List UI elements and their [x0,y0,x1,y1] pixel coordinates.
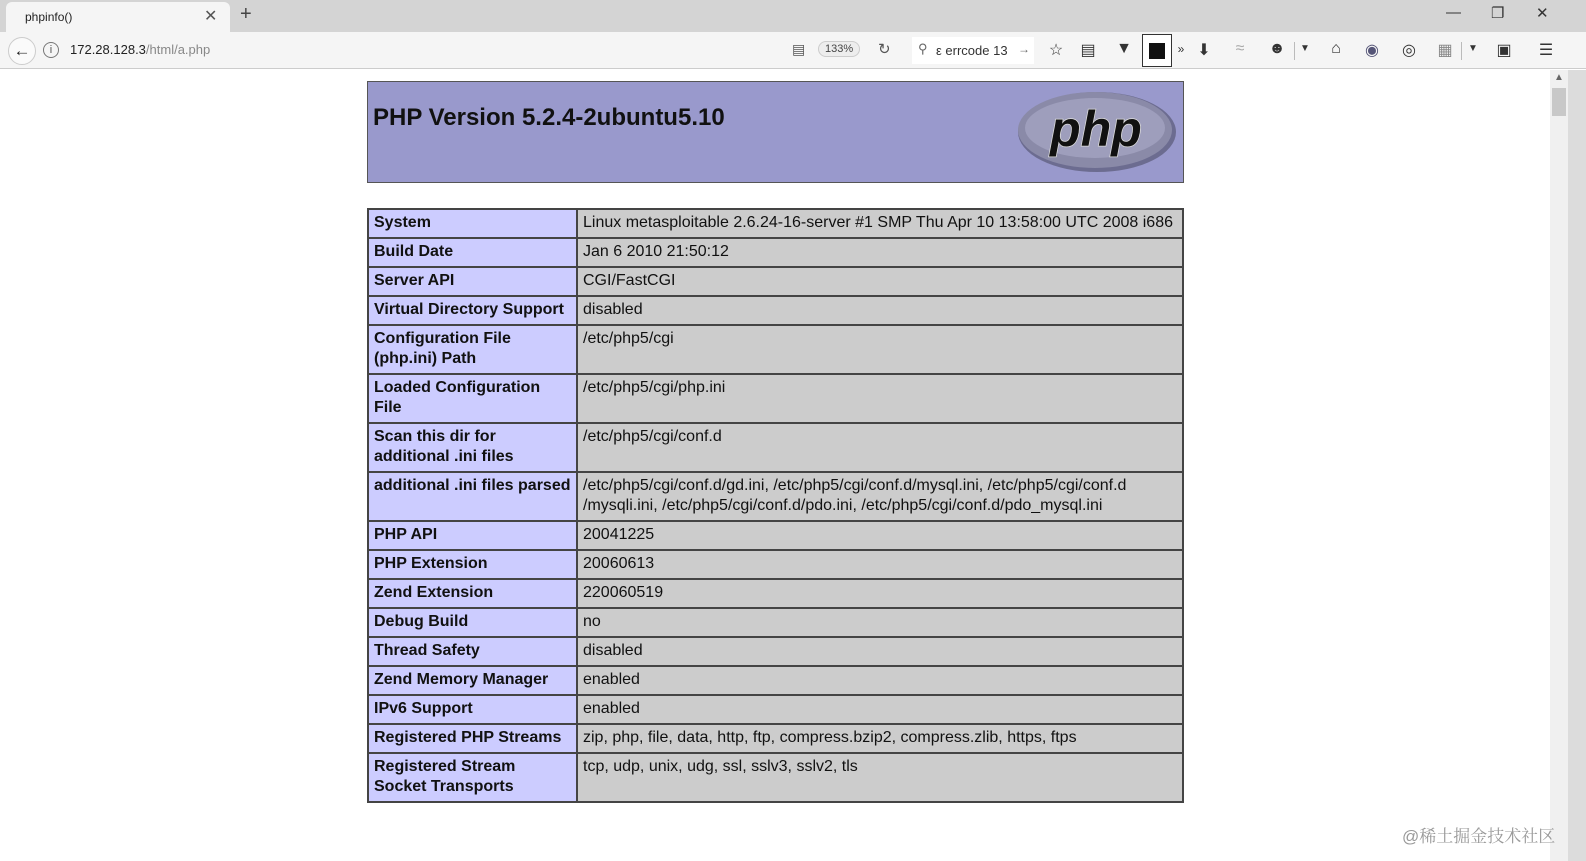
row-key: System [368,209,577,238]
table-row [368,423,1183,472]
row-value: disabled [577,637,1183,666]
url-path: /html/a.php [145,42,211,57]
dropdown-arrow-icon[interactable]: ▼ [1300,43,1310,54]
row-key: Zend Memory Manager [368,666,577,695]
cookie-icon[interactable]: ☻ [1268,40,1286,57]
watermark: @稀土掘金技术社区 [1402,827,1556,846]
zoom-level-button[interactable]: 133% [818,41,860,57]
row-value: /etc/php5/cgi/conf.d/gd.ini, /etc/php5/cgi/conf.d/mysql.ini, /etc/php5/cgi/conf.d /mysqli.ini, /etc/php5/cgi/conf.d/pdo.ini, /etc/php5/cgi/conf.d/pdo_mysql.ini [577,472,1183,521]
search-input[interactable] [912,37,1034,64]
search-go-icon[interactable]: → [1018,42,1030,56]
row-key: Registered PHP Streams [368,724,577,753]
reload-icon[interactable]: ↻ [878,41,891,58]
table-row [368,666,1183,695]
tab-bar [0,0,1586,32]
row-key: Zend Extension [368,579,577,608]
row-value: 20041225 [577,521,1183,550]
row-key: Scan this dir for additional .ini files [368,423,577,472]
row-key: Loaded Configuration File [368,374,577,423]
row-key: Configuration File (php.ini) Path [368,325,577,374]
row-value: Linux metasploitable 2.6.24-16-server #1 SMP Thu Apr 10 13:58:00 UTC 2008 i686 [577,209,1183,238]
rss-icon[interactable]: ≈ [1235,40,1245,57]
row-value: Jan 6 2010 21:50:12 [577,238,1183,267]
monitor-icon[interactable]: ▣ [1496,42,1512,59]
row-value: no [577,608,1183,637]
pocket-icon[interactable]: ▼ [1116,40,1132,57]
overflow-chevron-icon[interactable]: » [1177,42,1185,56]
g-circle-icon[interactable]: ◎ [1402,42,1416,59]
window-close-icon[interactable]: ✕ [1536,5,1549,22]
row-value: 220060519 [577,579,1183,608]
table-row [368,724,1183,753]
row-value: CGI/FastCGI [577,267,1183,296]
row-key: Server API [368,267,577,296]
row-value: /etc/php5/cgi [577,325,1183,374]
table-row [368,325,1183,374]
row-key: Debug Build [368,608,577,637]
table-row [368,753,1183,802]
navigation-bar [0,32,1586,69]
grid-icon[interactable]: ▦ [1437,42,1453,59]
tab-title: phpinfo() [25,10,73,24]
table-row [368,267,1183,296]
info-icon[interactable]: i [43,42,59,58]
scroll-up-icon[interactable]: ▲ [1554,72,1564,83]
table-row [368,209,1183,238]
row-value: 20060613 [577,550,1183,579]
table-row [368,296,1183,325]
row-key: PHP API [368,521,577,550]
row-value: tcp, udp, unix, udg, ssl, sslv3, sslv2, tls [577,753,1183,802]
table-row [368,695,1183,724]
row-key: Registered Stream Socket Transports [368,753,577,802]
search-icon: ⚲ [918,41,928,56]
bookmark-star-icon[interactable]: ☆ [1048,42,1064,59]
reader-view-icon[interactable]: ▤ [792,41,806,57]
clipboard-icon[interactable]: ▤ [1080,42,1096,59]
php-logo-text: php [1050,101,1142,157]
row-key: IPv6 Support [368,695,577,724]
scrollbar-thumb[interactable] [1552,88,1566,116]
table-row [368,521,1183,550]
row-value: enabled [577,666,1183,695]
row-value: /etc/php5/cgi/conf.d [577,423,1183,472]
table-row [368,637,1183,666]
url-host: 172.28.128.3 [70,42,146,57]
vertical-scrollbar[interactable] [1550,70,1568,861]
browser-tab[interactable] [6,2,230,32]
row-key: Build Date [368,238,577,267]
page-content [0,70,1550,861]
minimize-icon[interactable]: — [1446,4,1461,21]
row-key: additional .ini files parsed [368,472,577,521]
php-logo [1016,90,1178,174]
table-row [368,579,1183,608]
row-key: Thread Safety [368,637,577,666]
hamburger-menu-icon[interactable]: ☰ [1538,42,1554,59]
table-row [368,608,1183,637]
back-arrow-icon[interactable]: ← [8,37,36,65]
new-tab-button[interactable]: + [240,3,252,25]
row-value: enabled [577,695,1183,724]
info-table [367,208,1184,803]
php-version-header [367,81,1184,183]
url-bar[interactable] [70,42,210,57]
download-icon[interactable]: ⬇ [1197,42,1211,59]
table-row [368,238,1183,267]
home-icon[interactable]: ⌂ [1331,40,1341,57]
dropdown-arrow-icon[interactable]: ▼ [1468,43,1478,54]
row-value: zip, php, file, data, http, ftp, compress.bzip2, compress.zlib, https, ftps [577,724,1183,753]
tab-close-icon[interactable]: ✕ [204,8,218,25]
table-row [368,472,1183,521]
row-key: PHP Extension [368,550,577,579]
row-key: Virtual Directory Support [368,296,577,325]
extension-black-square-icon[interactable] [1142,34,1172,67]
window-edge [1568,70,1586,861]
table-row [368,550,1183,579]
table-row [368,374,1183,423]
row-value: /etc/php5/cgi/php.ini [577,374,1183,423]
row-value: disabled [577,296,1183,325]
page-title: PHP Version 5.2.4-2ubuntu5.10 [373,104,725,131]
restore-icon[interactable]: ❐ [1491,5,1505,22]
search-text: ε errcode 13 [936,43,1008,58]
h-circle-icon[interactable]: ◉ [1365,42,1379,59]
